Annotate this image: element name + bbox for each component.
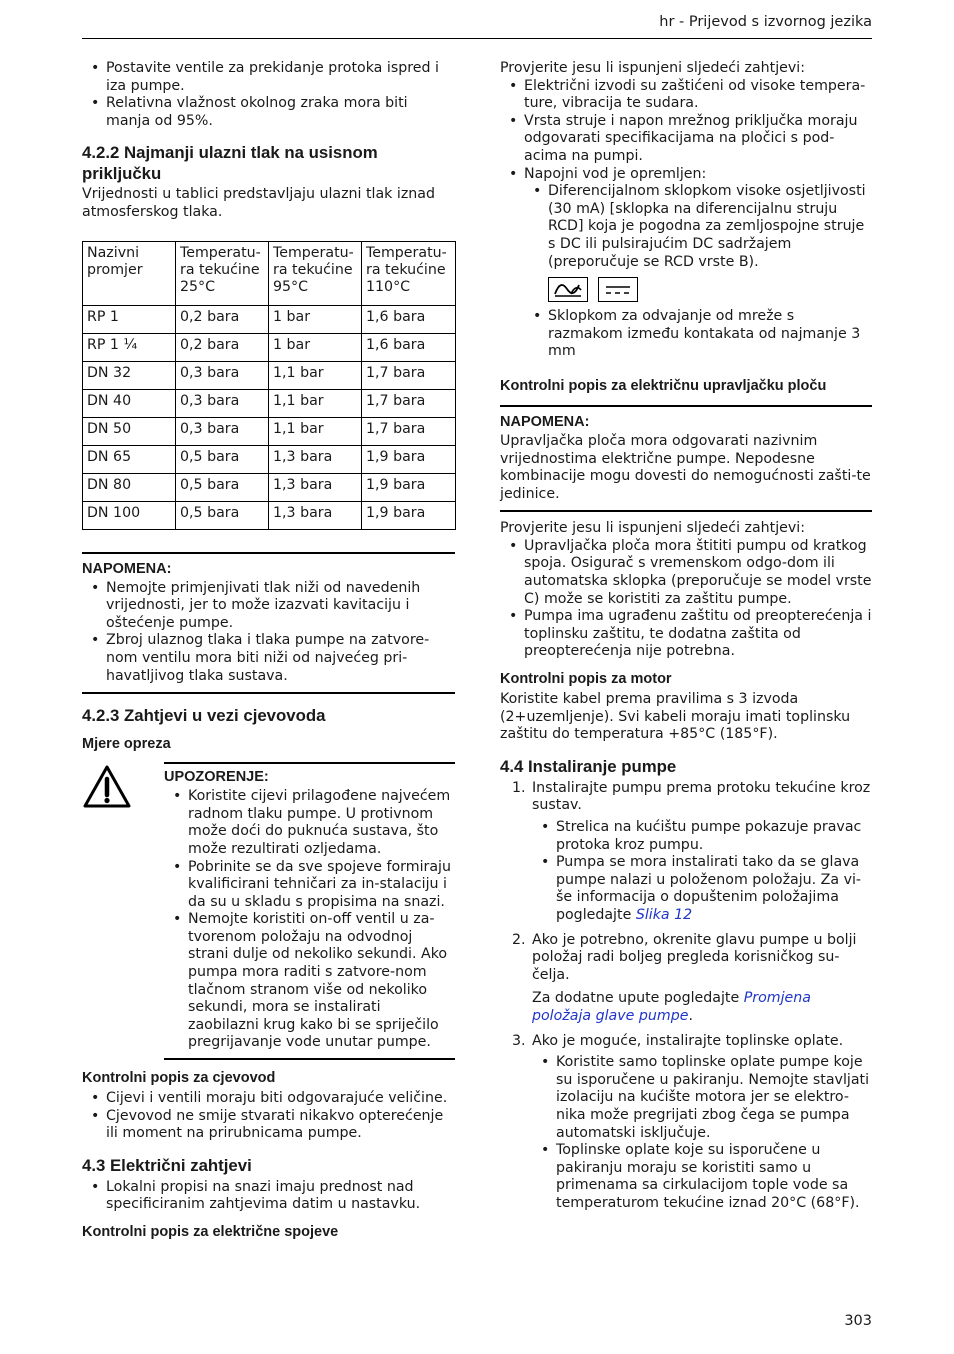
table-cell: 0,3 bara [176,361,269,389]
inlet-pressure-table [82,241,456,530]
left-column [82,60,455,1241]
list-item: • Postavite ventile za prekidanje protoka ispred i iza pumpe. [82,60,455,95]
list-item: • Nemojte primjenjivati tlak niži od navedenih vrijednosti, jer to može izazvati kavitaciju i oštećenje pumpe. [82,580,455,633]
header-text: hr - Prijevod s izvornog jezika [659,14,872,30]
table-cell: 1 bar [269,333,362,361]
table-row [83,305,456,333]
rcd-type-icons [548,277,872,302]
list-item [524,183,872,302]
step-text: Instalirajte pumpu prema protoku tekućine kroz sustav. [532,779,871,814]
note-title: NAPOMENA: [500,413,590,430]
table-header-cell: Temperatu-ra tekućine 25°C [176,241,269,305]
precautions-heading: Mjere opreza [82,736,171,753]
list-item: • Nemojte koristiti on-off ventil u za-tvorenom položaju na odvodnoj strani dulje od nekoliko sekundi. Ako pumpa mora raditi s zatvore-nom tlačnom stranom više od nekoliko sekundi, mora se instalirati zaobilazni krug kako bi se spriječilo pregrijavanje vode unutar pumpe. [164,911,455,1052]
step-text: Ako je potrebno, okrenite glavu pumpe u bolji položaj radi boljeg pregleda korisničkog su-čelja. [532,931,857,983]
list-item: • Električni izvodi su zaštićeni od visoke tempera-ture, vibracija te sudara. [500,78,872,113]
table-cell: 0,3 bara [176,417,269,445]
list-item [500,166,872,361]
table-cell: RP 1 ¼ [83,333,176,361]
table-cell: 0,2 bara [176,305,269,333]
table-header-cell: Temperatu-ra tekućine 95°C [269,241,362,305]
table-row [83,473,456,501]
step-number: 3. [512,1032,526,1049]
list-item [532,854,872,924]
list-item: • Toplinske oplate koje su isporučene u pakiranju moraju se koristiti samo u primenama sa cirkulacijom tople vode sa temperaturom tekućine iznad 20°C (68°F). [532,1142,872,1212]
table-cell: RP 1 [83,305,176,333]
list-item: • Pumpa ima ugrađenu zaštitu od preopterećenja i toplinsku zaštitu, te dodatna zaštita od preopterećenja nije potrebna. [500,608,872,661]
table-row [83,389,456,417]
step-extra-text: Za dodatne upute pogledajte [532,990,740,1007]
ac-pulsating-icon [548,277,588,302]
table-row [83,501,456,529]
pump-head-position-link[interactable]: Promjena položaja glave pumpe [532,990,811,1024]
list-item-text: Pumpa se mora instalirati tako da se glava pumpe nalazi u položenom položaju. Za vi-še informacija o dopuštenim položajima pogledajte [556,854,862,923]
table-cell: DN 100 [83,501,176,529]
control-panel-checklist [500,538,872,661]
section-heading-4-3: 4.3 Električni zahtjevi [82,1155,252,1175]
motor-checklist-heading: Kontrolni popis za motor [500,671,672,688]
note-text: Upravljačka ploča mora odgovarati nazivnim vrijednostima električne pumpe. Nepodesne kombinacije mogu dovesti do nemogućnosti zašti-te jedinice. [500,432,871,502]
note-title: NAPOMENA: [82,560,172,577]
table-cell: 1,1 bar [269,389,362,417]
supply-sub-list [524,183,872,361]
section-heading-4-2-2: 4.2.2 Najmanji ulazni tlak na usisnom priključku [82,143,378,184]
table-cell: 1,1 bar [269,417,362,445]
list-item-text: Napojni vod je opremljen: [524,165,707,182]
intro-bullet-list [82,60,455,130]
link-suffix: . [688,1007,693,1024]
list-item: • Pobrinite se da sve spojeve formiraju kvalificirani tehničari za in-stalaciju i da su u skladu s propisima na snazi. [164,859,455,912]
note-block [82,552,455,695]
table-cell: DN 32 [83,361,176,389]
table-cell: 1,9 bara [362,445,456,473]
warning-title: UPOZORENJE: [164,769,269,786]
list-item: • Vrsta struje i napon mrežnog priključka moraju odgovarati specifikacijama na pločici s pod-acima na pumpi. [500,113,872,166]
table-cell: 1 bar [269,305,362,333]
check-intro: Provjerite jesu li ispunjeni sljedeći zahtjevi: [500,60,806,76]
motor-text: Koristite kabel prema pravilima s 3 izvoda (2+uzemljenje). Svi kabeli moraju imati toplinsku zaštitu do temperatura +85°C (185°F). [500,691,851,743]
header-divider [82,38,872,39]
warning-list [164,788,455,1052]
right-column [500,60,872,1212]
install-step [500,932,872,1026]
table-header-cell: Temperatu-ra tekućine 110°C [362,241,456,305]
table-cell: 1,3 bara [269,501,362,529]
warning-triangle-icon [82,762,164,1060]
list-item: • Relativna vlažnost okolnog zraka mora biti manja od 95%. [82,95,455,130]
table-cell: 0,3 bara [176,389,269,417]
table-cell: 0,5 bara [176,501,269,529]
table-cell: 1,9 bara [362,501,456,529]
electrical-requirements-list [82,1179,455,1214]
table-cell: 1,7 bara [362,417,456,445]
table-cell: 0,5 bara [176,445,269,473]
electrical-checklist [500,78,872,361]
section-heading-4-4: 4.4 Instaliranje pumpe [500,756,677,776]
list-item: • Upravljačka ploča mora štititi pumpu od kratkog spoja. Osigurač s vremenskom odgo-dom ili automatska sklopka (preporučuje se model vrste C) može se koristiti za zaštitu pumpe. [500,538,872,608]
install-steps [500,780,872,1213]
table-row [83,333,456,361]
list-item-text: Diferencijalnom sklopkom visoke osjetljivosti (30 mA) [sklopka na diferencijalnu struju RCD] koja je pogodna za zemljospojne struje s DC ili pulsirajućim DC sadržajem (preporučuje se RCD vrste B). [548,183,866,270]
table-cell: DN 65 [83,445,176,473]
step-number: 2. [512,931,526,948]
table-row [83,445,456,473]
table-cell: 1,1 bar [269,361,362,389]
electrical-checklist-heading: Kontrolni popis za električne spojeve [82,1224,339,1240]
table-header-cell: Nazivni promjer [83,241,176,305]
table-cell: DN 40 [83,389,176,417]
table-header-row [83,241,456,305]
step-extra [532,990,872,1025]
table-cell: 1,6 bara [362,333,456,361]
install-step [500,1033,872,1213]
step-number: 1. [512,779,526,796]
note-list [82,580,455,686]
page-number: 303 [844,1313,872,1329]
table-cell: 1,3 bara [269,445,362,473]
table-cell: 0,2 bara [176,333,269,361]
warning-block [82,762,455,1060]
step-bullets [532,1054,872,1212]
list-item: • Zbroj ulaznog tlaka i tlaka pumpe na zatvore-nom ventilu mora biti niži od najvećeg pri-havatljivog tlaka sustava. [82,632,455,685]
step-bullets [532,819,872,925]
table-cell: 1,7 bara [362,361,456,389]
control-panel-checklist-heading: Kontrolni popis za električnu upravljačku ploču [500,377,827,394]
list-item: • Koristite samo toplinske oplate pumpe koje su isporučene u pakiranju. Nemojte stavljati izolaciju na kućište motora jer se elektro-nika može pregrijati zbog čega se pumpa automatski isključuje. [532,1054,872,1142]
table-row [83,417,456,445]
table-cell: 1,9 bara [362,473,456,501]
list-item: • Strelica na kućištu pumpe pokazuje pravac protoka kroz pumpu. [532,819,872,854]
install-step [500,780,872,925]
table-cell: 1,7 bara [362,389,456,417]
list-item: • Lokalni propisi na snazi imaju prednost nad specificiranim zahtjevima datim u nastavku. [82,1179,455,1214]
warning-content [164,762,455,1060]
note-block [500,405,872,512]
step-text: Ako je moguće, instalirajte toplinske oplate. [532,1032,844,1049]
list-item: • Cijevi i ventili moraju biti odgovarajuće veličine. [82,1090,455,1108]
figure-12-link[interactable]: Slika 12 [635,906,693,923]
table-cell: 1,3 bara [269,473,362,501]
pipe-checklist-heading: Kontrolni popis za cjevovod [82,1070,276,1087]
table-cell: 1,6 bara [362,305,456,333]
table-cell: 0,5 bara [176,473,269,501]
section-text: Vrijednosti u tablici predstavljaju ulazni tlak iznad atmosferskog tlaka. [82,186,435,220]
dc-icon [598,277,638,302]
section-heading-4-2-3: 4.2.3 Zahtjevi u vezi cjevovoda [82,706,326,726]
list-item: • Koristite cijevi prilagođene najvećem radnom tlaku pumpe. U protivnom može doći do puknuća sustava, što može rezultirati ozljedama. [164,788,455,858]
table-cell: DN 80 [83,473,176,501]
check-intro: Provjerite jesu li ispunjeni sljedeći zahtjevi: [500,520,806,537]
list-item: • Cjevovod ne smije stvarati nikakvo opterećenje ili moment na prirubnicama pumpe. [82,1108,455,1143]
table-cell: DN 50 [83,417,176,445]
pipe-checklist [82,1090,455,1143]
list-item: • Sklopkom za odvajanje od mreže s razmakom između kontakata od najmanje 3 mm [524,308,872,361]
table-row [83,361,456,389]
